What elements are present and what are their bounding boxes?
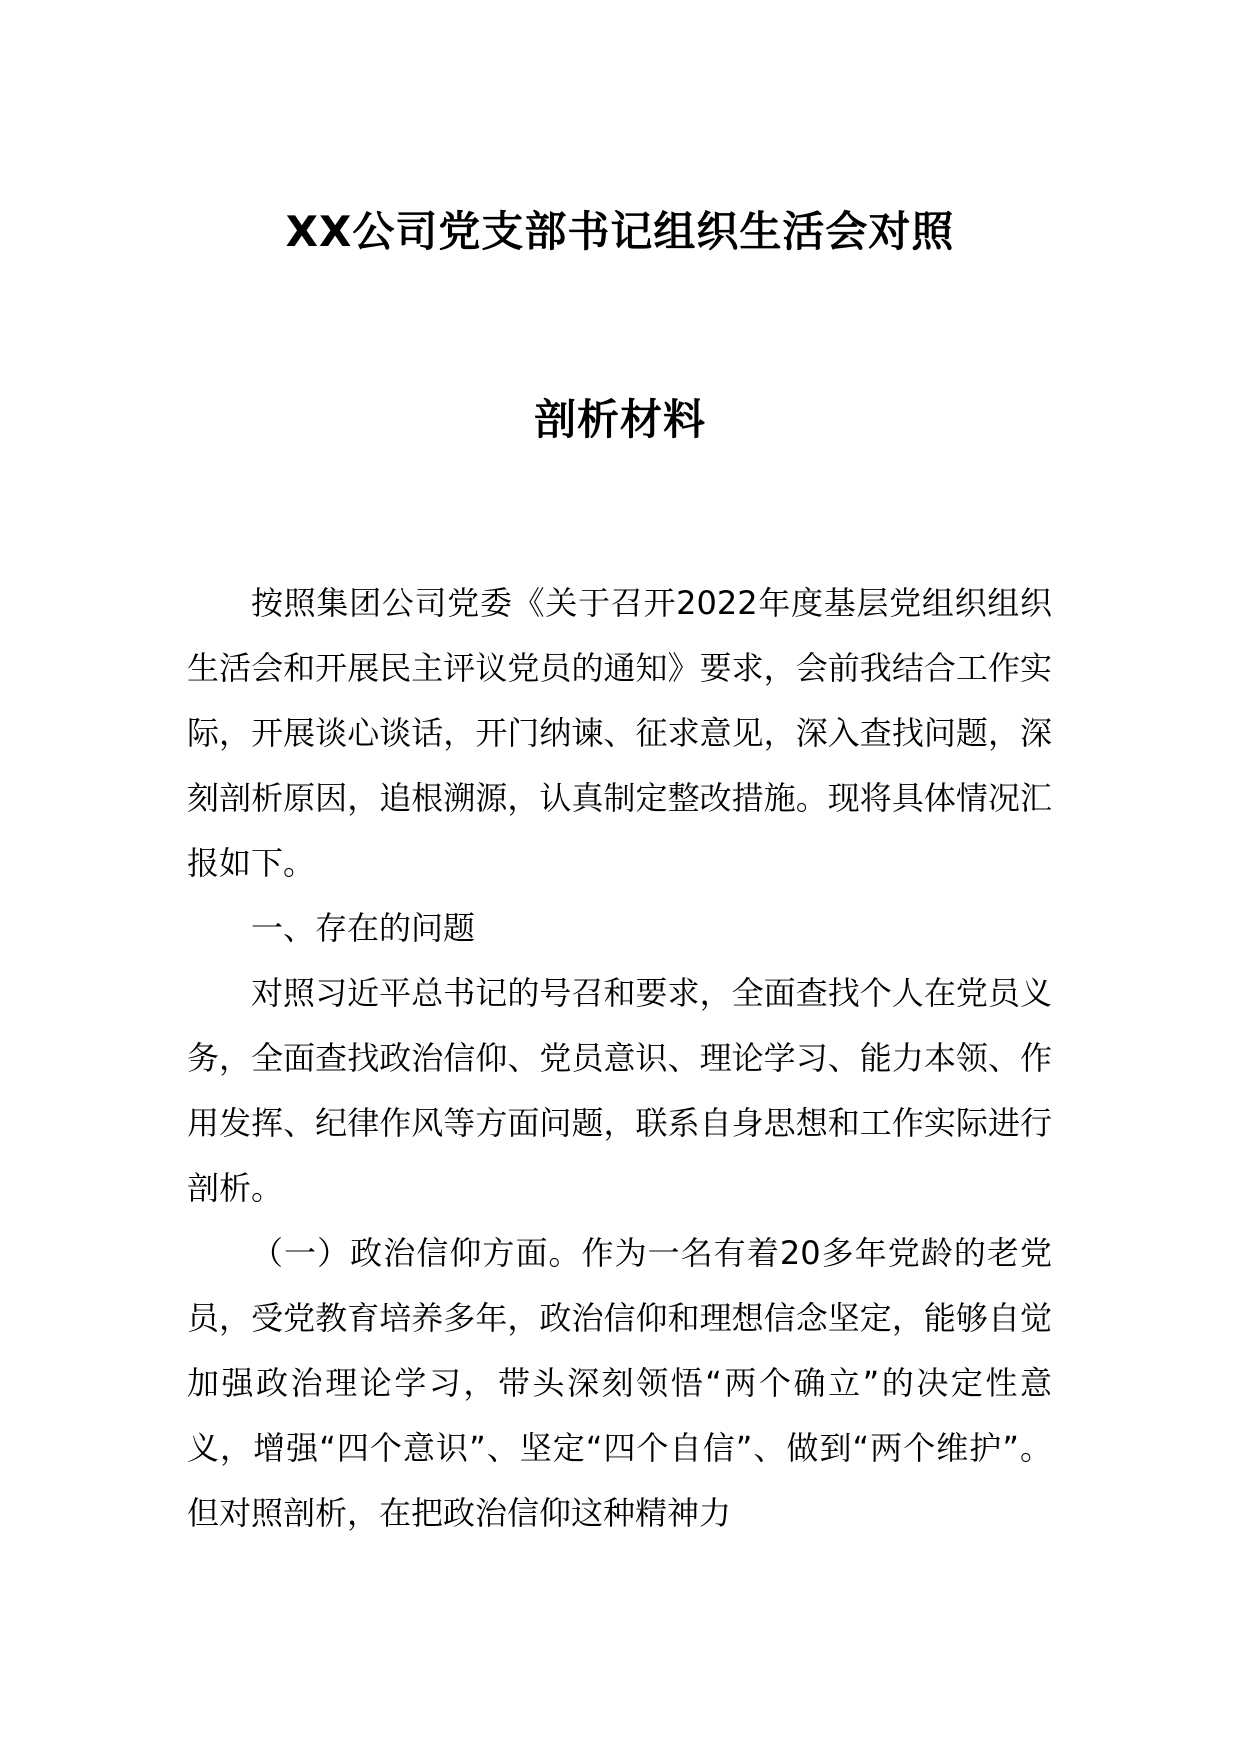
subsection-political-belief: （一）政治信仰方面。作为一名有着20多年党龄的老党员，受党教育培养多年，政治信仰和理想信念坚定，能够自觉加强政治理论学习，带头深刻领悟“两个确立”的决定性意义，增强“四个意识”、坚定“四个自信”、做到“两个维护”。但对照剖析，在把政治信仰这种精神力 xyxy=(187,1234,1052,1532)
document-body xyxy=(187,571,1052,1546)
document-title-line-1: XX公司党支部书记组织生活会对照 xyxy=(285,207,955,256)
section-heading-problems: 一、存在的问题 xyxy=(251,909,476,947)
body-paragraph: 对照习近平总书记的号召和要求，全面查找个人在党员义务，全面查找政治信仰、党员意识、理论学习、能力本领、作用发挥、纪律作风等方面问题，联系自身思想和工作实际进行剖析。 xyxy=(187,974,1052,1207)
intro-paragraph: 按照集团公司党委《关于召开2022年度基层党组织组织生活会和开展民主评议党员的通知》要求，会前我结合工作实际，开展谈心谈话，开门纳谏、征求意见，深入查找问题，深刻剖析原因，追根溯源，认真制定整改措施。现将具体情况汇报如下。 xyxy=(187,584,1052,882)
document-title-line-2: 剖析材料 xyxy=(533,395,706,444)
